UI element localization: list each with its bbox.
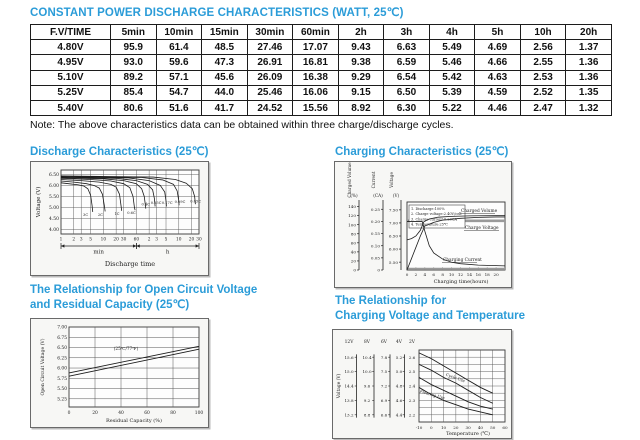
svg-text:Residual Capacity (%): Residual Capacity (%): [106, 418, 162, 424]
svg-text:Floating Use: Floating Use: [419, 388, 446, 401]
ocv-section-title-line1: The Relationship for Open Circuit Voltage: [30, 284, 258, 296]
table-row: [31, 85, 612, 100]
table-cell: 80.6: [111, 100, 157, 115]
svg-text:0.10: 0.10: [370, 243, 380, 249]
svg-text:4.6: 4.6: [395, 398, 403, 403]
svg-text:0: 0: [67, 411, 71, 416]
table-cell: 93.0: [111, 55, 157, 70]
table-cell: 5.39: [429, 85, 475, 100]
svg-text:2C: 2C: [97, 212, 103, 217]
table-cell: 25.46: [247, 85, 293, 100]
discharge-chart-panel: [30, 161, 209, 276]
svg-text:100: 100: [348, 222, 356, 228]
svg-text:0.05: 0.05: [370, 255, 380, 261]
svg-text:15.6: 15.6: [344, 354, 354, 360]
svg-text:Charge Voltage: Charge Voltage: [465, 226, 499, 231]
svg-text:7.2: 7.2: [380, 383, 388, 389]
row-voltage-cell: 4.80V: [31, 40, 111, 55]
svg-text:20: 20: [92, 411, 98, 416]
svg-text:h: h: [165, 249, 170, 256]
svg-text:12: 12: [457, 272, 464, 277]
svg-text:7.00: 7.00: [388, 220, 398, 226]
table-cell: 5.22: [429, 100, 475, 115]
svg-text:6.50: 6.50: [388, 233, 398, 239]
svg-text:7.00: 7.00: [57, 325, 67, 331]
charging-chart-panel: [334, 161, 512, 288]
svg-text:13.8: 13.8: [344, 398, 354, 403]
svg-text:(CA): (CA): [373, 193, 383, 198]
svg-text:18: 18: [484, 272, 490, 277]
svg-text:0.05C: 0.05C: [190, 199, 202, 204]
svg-text:9.2: 9.2: [363, 398, 371, 403]
table-cell: 26.91: [247, 55, 293, 70]
svg-text:20: 20: [113, 237, 119, 243]
svg-text:30: 30: [465, 425, 471, 430]
svg-text:60: 60: [350, 240, 356, 246]
table-header-cell: 10h: [520, 25, 566, 40]
row-voltage-cell: 5.25V: [31, 85, 111, 100]
svg-text:(25℃/77℉): (25℃/77℉): [113, 346, 139, 351]
cvt-chart: [333, 330, 511, 438]
table-header-cell: 4h: [429, 25, 475, 40]
charging-section-title: Charging Characteristics (25℃): [335, 146, 509, 158]
svg-text:4.50: 4.50: [48, 217, 59, 223]
table-cell: 44.0: [202, 85, 248, 100]
power-table-body: [31, 40, 612, 116]
svg-text:Discharge time: Discharge time: [104, 260, 156, 268]
svg-text:10: 10: [176, 237, 182, 243]
svg-text:Cycle Use: Cycle Use: [445, 371, 466, 384]
table-cell: 1.37: [566, 40, 612, 55]
svg-text:13.2: 13.2: [344, 412, 354, 418]
table-cell: 2.53: [520, 70, 566, 85]
svg-text:4. Temperature:25℃: 4. Temperature:25℃: [411, 222, 448, 227]
svg-text:2.4: 2.4: [408, 383, 416, 389]
svg-text:2.3: 2.3: [408, 398, 416, 403]
svg-text:2V: 2V: [409, 340, 415, 345]
svg-text:14.4: 14.4: [344, 383, 354, 389]
table-cell: 16.38: [293, 70, 339, 85]
svg-text:2.6: 2.6: [408, 354, 416, 360]
table-header-cell: 30min: [247, 25, 293, 40]
svg-text:Temperature (℃): Temperature (℃): [446, 431, 490, 437]
svg-text:10.0: 10.0: [362, 369, 372, 375]
svg-text:7.50: 7.50: [388, 207, 398, 213]
svg-text:4: 4: [423, 272, 427, 277]
ocv-chart: [31, 319, 208, 427]
table-cell: 9.15: [338, 85, 384, 100]
table-cell: 2.56: [520, 40, 566, 55]
svg-text:40: 40: [118, 411, 124, 416]
table-cell: 4.59: [475, 85, 521, 100]
svg-text:9.6: 9.6: [363, 383, 371, 389]
table-cell: 6.50: [384, 85, 430, 100]
svg-text:Charging time(hours): Charging time(hours): [433, 279, 489, 285]
row-voltage-cell: 5.10V: [31, 70, 111, 85]
table-cell: 41.7: [202, 100, 248, 115]
svg-text:6.00: 6.00: [57, 366, 67, 372]
svg-text:Charged Volume: Charged Volume: [347, 162, 352, 198]
svg-text:40: 40: [477, 425, 484, 430]
ocv-section-title-line2: and Residual Capacity (25℃): [30, 299, 190, 311]
svg-text:15.0: 15.0: [344, 369, 354, 375]
svg-text:0.25C: 0.25C: [150, 201, 162, 206]
svg-text:2: 2: [72, 237, 76, 243]
svg-text:2: 2: [147, 237, 151, 243]
svg-text:80: 80: [170, 411, 176, 416]
svg-text:Charging Current: Charging Current: [443, 258, 482, 263]
svg-text:8: 8: [441, 272, 444, 277]
table-cell: 24.52: [247, 100, 293, 115]
table-cell: 4.69: [475, 40, 521, 55]
table-row: [31, 40, 612, 55]
svg-text:Voltage: Voltage: [389, 172, 394, 188]
discharge-section-title: Discharge Characteristics (25℃): [30, 146, 209, 158]
svg-text:0: 0: [377, 267, 380, 273]
power-table-head: [31, 25, 612, 40]
svg-text:5.50: 5.50: [48, 195, 59, 201]
svg-text:min: min: [93, 249, 104, 256]
table-cell: 61.4: [156, 40, 202, 55]
table-header-cell: 10min: [156, 25, 202, 40]
svg-text:6.00: 6.00: [388, 246, 398, 252]
svg-text:0.4C: 0.4C: [141, 202, 151, 207]
svg-text:6.25: 6.25: [57, 356, 67, 362]
svg-text:0.17C: 0.17C: [161, 200, 173, 205]
table-cell: 51.6: [156, 100, 202, 115]
table-cell: 16.81: [293, 55, 339, 70]
svg-text:0.15: 0.15: [370, 231, 380, 237]
table-header-cell: 2h: [338, 25, 384, 40]
table-cell: 6.59: [384, 55, 430, 70]
cvt-section-title: [335, 294, 595, 324]
table-header-cell: 3h: [384, 25, 430, 40]
table-cell: 5.49: [429, 40, 475, 55]
table-cell: 2.47: [520, 100, 566, 115]
svg-text:2.2: 2.2: [408, 412, 416, 418]
table-header-cell: 15min: [202, 25, 248, 40]
svg-text:6.75: 6.75: [57, 335, 67, 341]
svg-text:-10: -10: [415, 425, 423, 430]
power-table: [30, 24, 612, 116]
table-cell: 47.3: [202, 55, 248, 70]
table-header-cell: F.V/TIME: [31, 25, 111, 40]
svg-text:4.00: 4.00: [48, 228, 59, 234]
table-row: [31, 55, 612, 70]
svg-text:0.20: 0.20: [370, 219, 380, 225]
svg-text:10: 10: [100, 237, 107, 243]
svg-text:20: 20: [453, 425, 459, 430]
table-cell: 2.55: [520, 55, 566, 70]
svg-text:(V): (V): [392, 193, 400, 198]
svg-text:2. Charge voltage:2.40V/cell: 2. Charge voltage:2.40V/cell: [411, 212, 462, 217]
table-cell: 1.32: [566, 100, 612, 115]
svg-text:10: 10: [448, 272, 455, 277]
table-header-cell: 20h: [566, 25, 612, 40]
svg-text:5.2: 5.2: [395, 354, 403, 360]
svg-text:10: 10: [440, 425, 447, 430]
table-note: Note: The above characteristics data can be obtained within three charge/discharge cycles.: [30, 119, 454, 131]
svg-text:7.5: 7.5: [380, 369, 388, 375]
table-cell: 4.63: [475, 70, 521, 85]
cvt-chart-panel: [332, 329, 512, 439]
discharge-chart: [31, 162, 208, 275]
page-title: CONSTANT POWER DISCHARGE CHARACTERISTICS (WATT, 25℃): [30, 7, 404, 19]
svg-text:6.6: 6.6: [380, 412, 388, 418]
table-cell: 89.2: [111, 70, 157, 85]
svg-text:5.50: 5.50: [388, 259, 398, 265]
table-cell: 1.36: [566, 70, 612, 85]
svg-text:30: 30: [196, 237, 202, 243]
table-header-cell: 5min: [111, 25, 157, 40]
table-cell: 8.92: [338, 100, 384, 115]
table-cell: 9.29: [338, 70, 384, 85]
svg-text:3: 3: [79, 237, 83, 243]
svg-text:Voltage (V): Voltage (V): [337, 373, 342, 399]
svg-text:8V: 8V: [364, 340, 370, 345]
svg-text:5.00: 5.00: [48, 206, 59, 212]
svg-text:10.4: 10.4: [362, 354, 372, 360]
svg-text:0.6C: 0.6C: [127, 211, 136, 216]
svg-text:5: 5: [89, 237, 92, 243]
table-cell: 5.46: [429, 55, 475, 70]
svg-text:30: 30: [120, 237, 127, 243]
table-cell: 5.42: [429, 70, 475, 85]
table-cell: 57.1: [156, 70, 202, 85]
svg-text:5.75: 5.75: [57, 376, 67, 382]
table-cell: 45.6: [202, 70, 248, 85]
svg-text:14: 14: [466, 272, 472, 277]
table-header-cell: 60min: [293, 25, 339, 40]
svg-text:80: 80: [350, 231, 356, 237]
svg-text:1. Discharge:100%: 1. Discharge:100%: [411, 207, 445, 211]
charging-chart: [335, 162, 511, 287]
table-cell: 85.4: [111, 85, 157, 100]
svg-text:(%): (%): [350, 193, 358, 198]
svg-text:Open Circuit Voltage (V): Open Circuit Voltage (V): [41, 338, 46, 396]
table-cell: 9.43: [338, 40, 384, 55]
svg-text:7.8: 7.8: [380, 354, 388, 360]
table-header-cell: 5h: [475, 25, 521, 40]
table-cell: 54.7: [156, 85, 202, 100]
table-cell: 2.52: [520, 85, 566, 100]
table-cell: 95.9: [111, 40, 157, 55]
svg-text:Voltage (V): Voltage (V): [36, 186, 42, 218]
svg-text:3. Charge current:0.20CA: 3. Charge current:0.20CA: [411, 217, 458, 222]
svg-text:6V: 6V: [381, 340, 387, 345]
svg-text:12V: 12V: [344, 340, 354, 345]
table-row: [31, 70, 612, 85]
row-voltage-cell: 5.40V: [31, 100, 111, 115]
svg-text:60: 60: [502, 425, 508, 430]
svg-text:0: 0: [405, 272, 409, 277]
table-cell: 26.09: [247, 70, 293, 85]
svg-text:40: 40: [350, 249, 356, 255]
svg-text:60: 60: [133, 237, 140, 243]
table-cell: 15.56: [293, 100, 339, 115]
svg-text:Charged Volume: Charged Volume: [461, 209, 498, 214]
table-cell: 16.06: [293, 85, 339, 100]
svg-text:2: 2: [414, 272, 418, 277]
svg-text:8.8: 8.8: [363, 412, 371, 418]
table-cell: 48.5: [202, 40, 248, 55]
svg-text:6.9: 6.9: [380, 398, 388, 403]
table-cell: 4.46: [475, 100, 521, 115]
svg-text:5.25: 5.25: [57, 397, 67, 403]
table-cell: 4.66: [475, 55, 521, 70]
svg-text:Current: Current: [371, 171, 376, 189]
svg-text:5: 5: [164, 237, 168, 243]
svg-text:1C: 1C: [114, 212, 120, 217]
svg-text:100: 100: [194, 411, 204, 416]
svg-text:5.0: 5.0: [395, 369, 403, 375]
svg-text:20: 20: [350, 258, 356, 264]
svg-text:3: 3: [155, 237, 158, 243]
ocv-section-title: [30, 283, 320, 313]
table-cell: 59.6: [156, 55, 202, 70]
table-cell: 17.07: [293, 40, 339, 55]
svg-text:5.50: 5.50: [57, 387, 67, 393]
svg-text:4.8: 4.8: [395, 383, 403, 389]
svg-text:20: 20: [188, 237, 195, 243]
svg-text:0.25: 0.25: [370, 206, 380, 212]
svg-text:60: 60: [144, 411, 150, 416]
svg-text:1: 1: [59, 237, 63, 243]
table-row: [31, 100, 612, 115]
svg-text:6: 6: [432, 272, 436, 277]
table-cell: 1.36: [566, 55, 612, 70]
table-cell: 9.38: [338, 55, 384, 70]
svg-text:2.5: 2.5: [408, 369, 416, 375]
svg-text:140: 140: [348, 204, 356, 210]
svg-text:0.09C: 0.09C: [174, 200, 186, 205]
svg-text:4V: 4V: [396, 340, 402, 345]
cvt-section-title-line2: Charging Voltage and Temperature: [335, 310, 525, 322]
cvt-section-title-line1: The Relationship for: [335, 295, 447, 307]
svg-text:6.50: 6.50: [48, 173, 59, 179]
svg-text:3C: 3C: [83, 212, 89, 217]
svg-text:16: 16: [475, 272, 481, 277]
row-voltage-cell: 4.95V: [31, 55, 111, 70]
svg-text:0: 0: [429, 425, 433, 430]
table-cell: 6.54: [384, 70, 430, 85]
table-cell: 6.30: [384, 100, 430, 115]
svg-text:6.00: 6.00: [48, 184, 59, 190]
svg-text:120: 120: [348, 213, 356, 219]
svg-text:4.4: 4.4: [395, 412, 403, 418]
svg-text:6.50: 6.50: [57, 346, 67, 352]
table-cell: 1.35: [566, 85, 612, 100]
ocv-chart-panel: [30, 318, 209, 428]
svg-text:50: 50: [490, 425, 496, 430]
table-cell: 6.63: [384, 40, 430, 55]
svg-text:20: 20: [493, 272, 499, 277]
table-cell: 27.46: [247, 40, 293, 55]
svg-text:0: 0: [353, 267, 356, 273]
